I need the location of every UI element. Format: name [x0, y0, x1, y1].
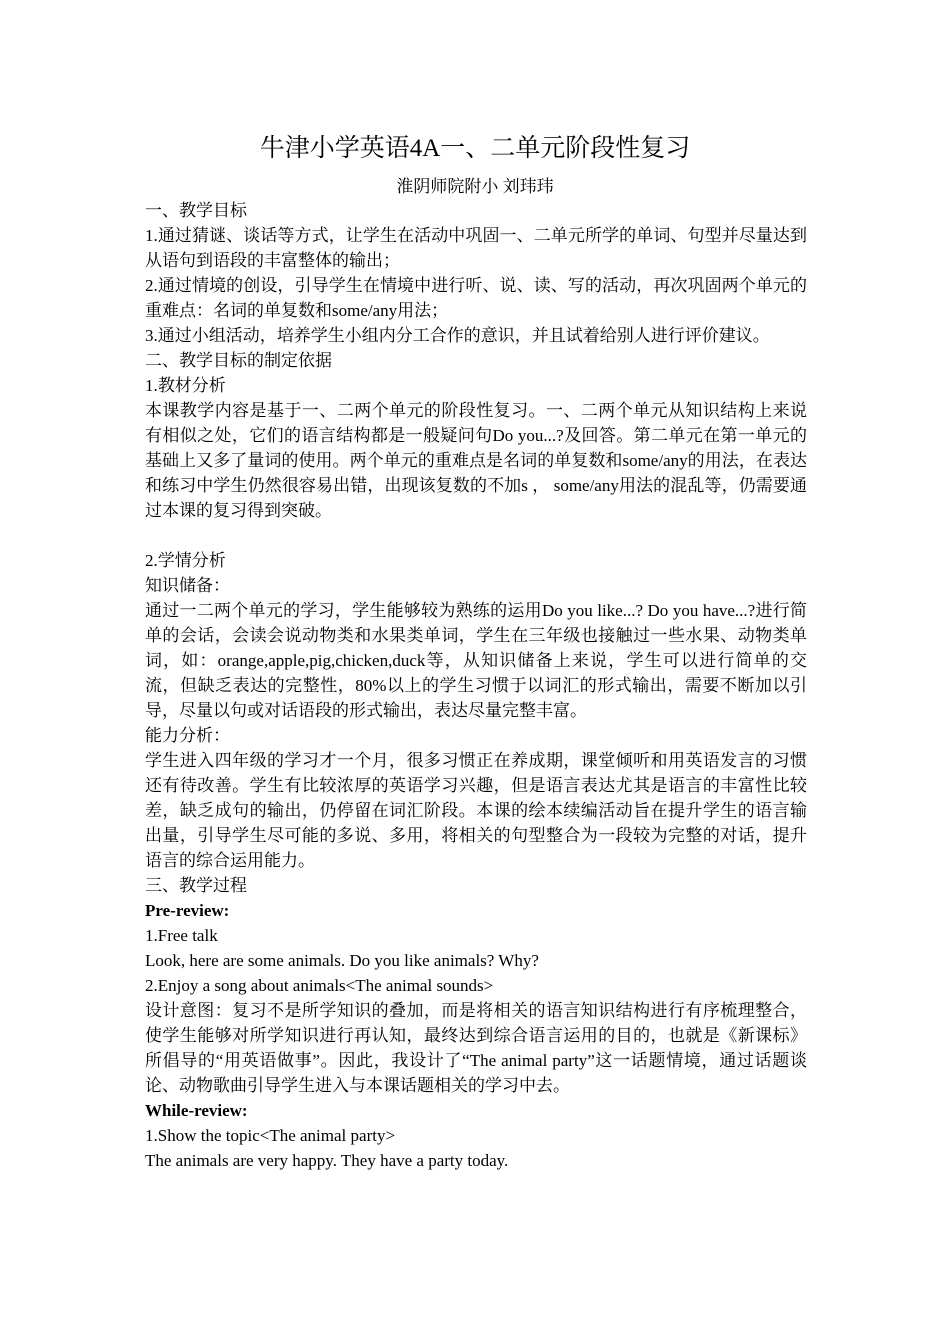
heading-teaching-objectives: 一、教学目标: [145, 201, 247, 220]
label-pre-review: Pre-review:: [145, 901, 230, 920]
label-while-review: While-review:: [145, 1101, 248, 1120]
label-ability-analysis: 能力分析：: [145, 726, 230, 745]
label-knowledge-reserve: 知识储备：: [145, 576, 230, 595]
free-talk-text: Look, here are some animals. Do you like animals? Why?: [145, 951, 539, 970]
heading-teaching-process: 三、教学过程: [145, 876, 247, 895]
step-enjoy-song: 2.Enjoy a song about animals<The animal sounds>: [145, 976, 494, 995]
subheading-textbook-analysis: 1.教材分析: [145, 376, 226, 395]
objective-3: 3.通过小组活动，培养学生小组内分工合作的意识，并且试着给别人进行评价建议。: [145, 326, 770, 345]
paragraph-textbook-analysis: 本课教学内容是基于一、二两个单元的阶段性复习。一、二两个单元从知识结构上来说有相似之处，它们的语言结构都是一般疑问句Do you...?及回答。第二单元在第一单元的基础上又多了量词的使用。两个单元的重难点是名词的单复数和some/any的用法，在表达和练习中学生仍然很容易出错，出现该复数的不加s ， some/any用法的混乱等，仍需要通过本课的复习得到突破。: [145, 401, 807, 520]
document-title: 牛津小学英语4A一、二单元阶段性复习: [259, 135, 691, 162]
document-body: [145, 198, 807, 1173]
objective-1: 1.通过猜谜、谈话等方式，让学生在活动中巩固一、二单元所学的单词、句型并尽量达到从语句到语段的丰富整体的输出；: [145, 226, 807, 270]
step-free-talk: 1.Free talk: [145, 926, 218, 945]
paragraph-ability-analysis: 学生进入四年级的学习才一个月，很多习惯正在养成期，课堂倾听和用英语发言的习惯还有待改善。学生有比较浓厚的英语学习兴趣，但是语言表达尤其是语言的丰富性比较差，缺乏成句的输出，仍停留在词汇阶段。本课的绘本续编活动旨在提升学生的语言输出量，引导学生尽可能的多说、多用，将相关的句型整合为一段较为完整的对话，提升语言的综合运用能力。: [145, 751, 807, 870]
paragraph-design-intent: 设计意图：复习不是所学知识的叠加，而是将相关的语言知识结构进行有序梳理整合，使学生能够对所学知识进行再认知，最终达到综合语言运用的目的，也就是《新课标》所倡导的“用英语做事”。因此，我设计了“The animal party”这一话题情境，通过话题谈论、动物歌曲引导学生进入与本课话题相关的学习中去。: [145, 1001, 807, 1095]
objective-2: 2.通过情境的创设，引导学生在情境中进行听、说、读、写的活动，再次巩固两个单元的重难点：名词的单复数和some/any用法；: [145, 276, 807, 320]
heading-objective-basis: 二、教学目标的制定依据: [145, 351, 332, 370]
step-show-topic: 1.Show the topic<The animal party>: [145, 1126, 396, 1145]
paragraph-knowledge-reserve: 通过一二两个单元的学习，学生能够较为熟练的运用Do you like...? Do you have...?进行简单的会话，会读会说动物类和水果类单词，学生在三年级也接触过一些水果、动物类单词，如：orange,apple,pig,chicken,duck等，从知识储备上来说，学生可以进行简单的交流，但缺乏表达的完整性，80%以上的学生习惯于以词汇的形式输出，需要不断加以引导，尽量以句或对话语段的形式输出，表达尽量完整丰富。: [145, 601, 807, 720]
document-author: 淮阴师院附小 刘玮玮: [396, 177, 554, 196]
subheading-student-analysis: 2.学情分析: [145, 551, 226, 570]
show-topic-text: The animals are very happy. They have a party today.: [145, 1151, 509, 1170]
blank-line: [145, 523, 807, 548]
